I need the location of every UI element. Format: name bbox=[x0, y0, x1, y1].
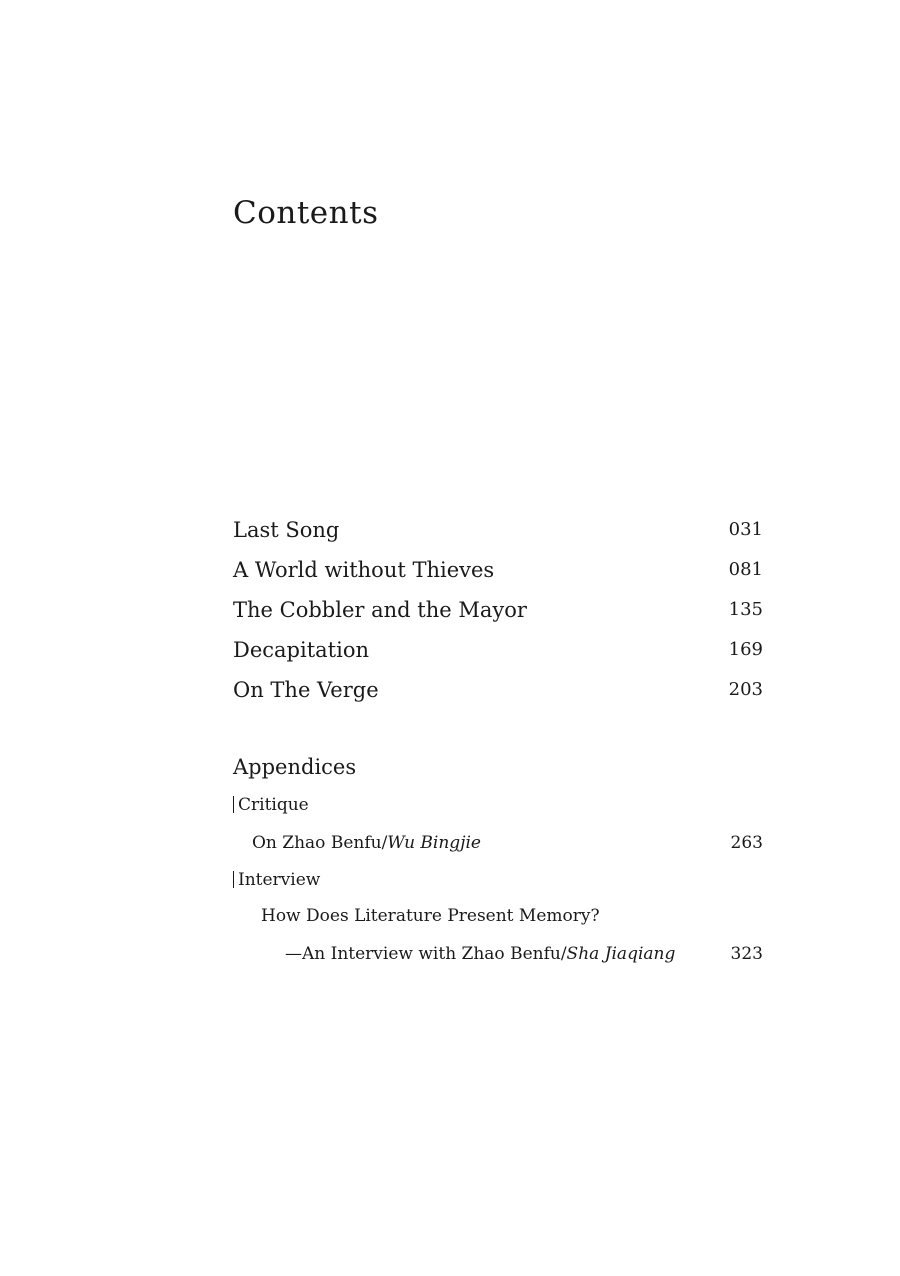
toc-entry-page: 135 bbox=[728, 599, 763, 620]
toc-entry-page: 323 bbox=[730, 944, 763, 964]
interview-subtitle-author: Sha Jiaqiang bbox=[566, 944, 676, 964]
section-bar-divider bbox=[233, 871, 234, 888]
toc-entry-page: 263 bbox=[730, 833, 763, 853]
interview-subtitle-text: —An Interview with Zhao Benfu/ bbox=[285, 944, 567, 964]
toc-entry[interactable] bbox=[233, 515, 763, 545]
toc-entry-title: Decapitation bbox=[233, 638, 369, 662]
critique-entry-text: On Zhao Benfu/ bbox=[252, 833, 388, 853]
critique-section-label bbox=[233, 792, 309, 818]
toc-entry[interactable] bbox=[233, 635, 763, 665]
toc-entry[interactable] bbox=[233, 595, 763, 625]
toc-entry-title: A World without Thieves bbox=[233, 558, 495, 582]
toc-entry-page: 031 bbox=[728, 519, 763, 540]
critique-entry-author: Wu Bingjie bbox=[387, 833, 481, 853]
interview-label-text: Interview bbox=[238, 870, 321, 890]
page-title: Contents bbox=[233, 195, 379, 231]
toc-entry-title bbox=[285, 941, 675, 967]
toc-entry[interactable] bbox=[233, 555, 763, 585]
toc-entry-page: 169 bbox=[728, 639, 763, 660]
section-bar-divider bbox=[233, 796, 234, 813]
toc-entry[interactable] bbox=[233, 675, 763, 705]
toc-entry-title: On The Verge bbox=[233, 678, 379, 702]
critique-label-text: Critique bbox=[238, 795, 309, 815]
toc-entry-title: The Cobbler and the Mayor bbox=[233, 598, 527, 622]
interview-title: How Does Literature Present Memory? bbox=[261, 906, 600, 926]
toc-entry-page: 203 bbox=[728, 679, 763, 700]
toc-entry-title: Last Song bbox=[233, 518, 340, 542]
interview-section-label bbox=[233, 867, 320, 893]
toc-entry-title bbox=[252, 830, 481, 856]
appendices-heading: Appendices bbox=[233, 755, 357, 779]
toc-entry-page: 081 bbox=[728, 559, 763, 580]
